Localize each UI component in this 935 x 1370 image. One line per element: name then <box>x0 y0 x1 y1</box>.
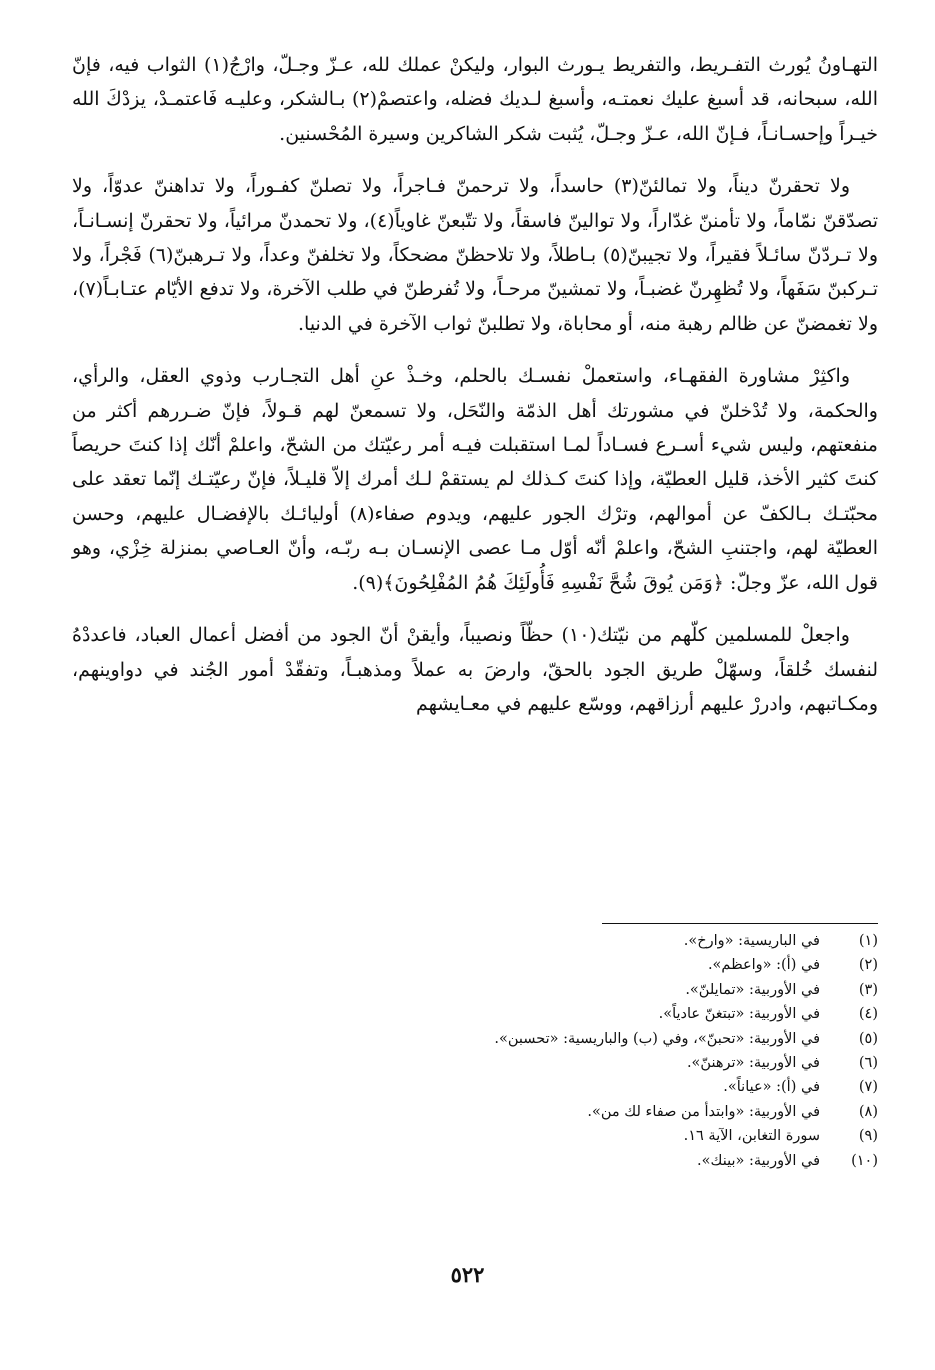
footnote <box>300 1051 878 1075</box>
footnote-text: في الأوربية: «وابتدأ من صفاء لك من». <box>587 1103 820 1120</box>
footnote-divider <box>602 923 878 924</box>
page-number: ٥٢٢ <box>450 1262 485 1287</box>
footnote-text: سورة التغابن، الآية ١٦. <box>683 1128 820 1145</box>
footnote-text: في الأوربية: «تمايلنّ». <box>685 981 820 998</box>
footnote <box>300 1124 878 1148</box>
footnote-number: (٣) <box>858 981 878 998</box>
paragraph: واجعلْ للمسلمين كلّهم من نيّتك(١٠) حظّاً ونصيباً، وأيقنْ أنّ الجود من أفضل أعمال العباد، فاعددْهُ لنفسك خُلقاً، وسهّلْ طريق الجود بالحقّ، وارضَ به عملاً ومذهبـاً، وتفقّدْ أمور الجُند في دواوينهم، ومكـاتبهم، وادررْ عليهم أرزاقهم، ووسّع عليهم في معـايشهم <box>72 624 878 715</box>
footnote <box>300 953 878 977</box>
footnote <box>300 1027 878 1051</box>
paragraph: واكثِرْ مشاورة الفقهـاء، واستعملْ نفسـك بالحلم، وخـذْ عنِ أهل التجـارب وذوي العقل، والرأي، والحكمة، ولا تُدْخلنّ في مشورتك أهل الذمّة والنّحَل، ولا تسمعنّ لهم قـولاً، فإنّ ضـررهم أكثر من منفعتهم، وليس شيء أسـرع فسـاداً لمـا استقبلت فيـه أمر رعيّتك من الشحّ، واعلمْ أنّك إذا كنتَ حريصاً كنتَ كثير الأخذ، قليل العطيّة، وإذا كنتَ كـذلك لم يستقمْ لـك أمرك إلاّ قليـلاً، فإنّ رعيّتـك إنّما تعقد على محبّتـك بـالكفّ عن أموالهم، وترْك الجور عليهم، ويدوم صفاء(٨) أوليائـك بالإفضـال عليهم، وحسن العطيّة لهم، واجتنبِ الشحّ، واعلمْ أنّه أوّل مـا عصى الإنسـان بـه ربّـه، وأنّ العـاصي بمنزلة خِزْي، وهو قول الله، عزّ وجلّ: ﴿وَمَن يُوقَ شُحَّ نَفْسِهِ فَأُولَئِكَ هُمُ المُفْلِحُونَ﴾(٩). <box>72 365 878 594</box>
footnote-text: في الأوربية: «تحبنّ»، وفي (ب) والباريسية: «تحسبن». <box>494 1030 820 1047</box>
footnote-number: (١) <box>858 933 878 949</box>
paragraph: ولا تحقرنّ ديناً، ولا تمالئنّ(٣) حاسداً، ولا ترحمنّ فـاجراً، ولا تصلنّ كفـوراً، ولا تداهننّ عدوّاً، ولا تصدّقنّ نمّاماً، ولا تأمننّ غدّاراً، ولا توالينّ فاسقاً، ولا تتّبعنّ غاوياً(٤)، ولا تحمدنّ مرائياً، ولا تحقرنّ إنسـانـاً، ولا تـردّنّ سائـلاً فقيراً، ولا تجيبنّ(٥) بـاطلاً، ولا تلاحظنّ مضحكاً، ولا تخلفنّ وعداً، ولا تـرهبنّ(٦) فَجْراً، ولا تـركبنّ سَفَهاً، ولا تُظهِرنّ غضبـاً، ولا تمشينّ مرحـاً، ولا تُفرطنّ في طلب الآخرة، ولا تدفع الأيّام عتـابـاً(٧)، ولا تغمضنّ عن ظالم رهبة منه، أو محاباة، ولا تطلبنّ ثواب الآخرة في الدنيا. <box>72 175 878 335</box>
footnote <box>300 978 878 1002</box>
footnote <box>300 929 878 953</box>
main-text <box>72 48 878 739</box>
footnote-text: في (أ): «واعظم». <box>707 957 820 974</box>
footnote-text: في (أ): «عياناً». <box>723 1079 820 1096</box>
footnote-number: (١٠) <box>851 1152 878 1169</box>
paragraph: التهـاونُ يُورث التفـريط، والتفريط يـورث البوار، وليكنْ عملك لله، عـزّ وجـلّ، وارْجُ(١) الثواب فيه، فإنّ الله، سبحانه، قد أسبغ عليك نعمتـه، وأسبغ لـديك فضله، واعتصمْ(٢) بـالشكر، وعليـه فَاعتمـدْ، يزدْكَ الله خيـراً وإحسـانـاً، فـإنّ الله، عـزّ وجـلّ، يُثبت شكر الشاكرين وسيرة المُحْسنين. <box>72 54 878 145</box>
footnote-number: (٨) <box>858 1103 878 1120</box>
footnote-number: (٩) <box>858 1128 878 1145</box>
footnote-text: في الأوربية: «ترهننّ». <box>686 1055 820 1072</box>
footnotes-list <box>300 929 878 1173</box>
footnote-number: (٤) <box>858 1006 878 1023</box>
footnote <box>300 1100 878 1124</box>
footnote <box>300 1002 878 1026</box>
footnote <box>300 1149 878 1173</box>
footnote-number: (٢) <box>858 957 878 974</box>
footnote-text: في الأوربية: «تبتغنّ عادياً». <box>658 1006 820 1023</box>
footnote <box>300 1075 878 1099</box>
footnote-text: في الأوربية: «بينك». <box>697 1152 820 1169</box>
footnote-number: (٧) <box>858 1079 878 1096</box>
footnote-number: (٦) <box>858 1055 878 1072</box>
footnote-number: (٥) <box>858 1030 878 1047</box>
footnote-text: في الباريسية: «وارخ». <box>683 933 820 949</box>
